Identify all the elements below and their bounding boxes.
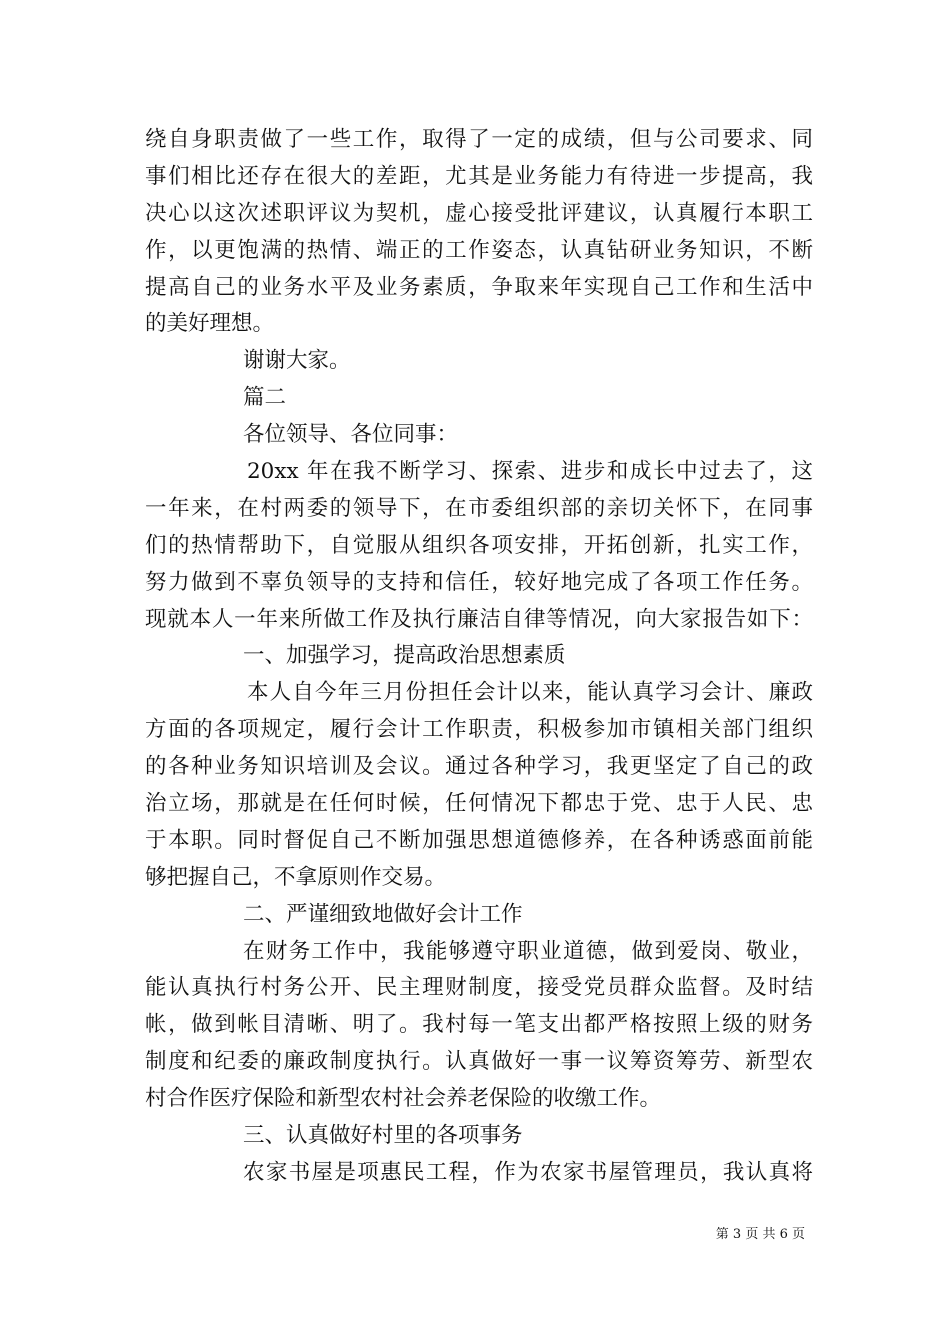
text-line: 二、严谨细致地做好会计工作 (243, 901, 523, 927)
text-line: 决心以这次述职评议为契机，虚心接受批评建议，认真履行本职工 (145, 200, 813, 226)
text-line: 在财务工作中，我能够遵守职业道德，做到爱岗、敬业， (243, 938, 813, 964)
text-line: 篇二 (243, 385, 287, 411)
text-line: 谢谢大家。 (243, 348, 351, 374)
text-line: 努力做到不辜负领导的支持和信任，较好地完成了各项工作任务。 (145, 569, 813, 595)
text-line: 事们相比还存在很大的差距，尤其是业务能力有待进一步提高，我 (145, 163, 813, 189)
text-line: 绕自身职责做了一些工作，取得了一定的成绩，但与公司要求、同 (145, 127, 813, 152)
page-footer: 第 3 页 共 6 页 (715, 1227, 805, 1242)
text-line: 各位领导、各位同事： (243, 422, 459, 448)
text-line: 一年来，在村两委的领导下，在市委组织部的亲切关怀下，在同事 (145, 495, 813, 521)
text-line: 于本职。同时督促自己不断加强思想道德修养，在各种诱惑面前能 (145, 827, 813, 853)
text-line: 村合作医疗保险和新型农村社会养老保险的收缴工作。 (145, 1086, 662, 1112)
text-line: 农家书屋是项惠民工程，作为农家书屋管理员，我认真将 (243, 1159, 813, 1185)
text-line: 的各种业务知识培训及会议。通过各种学习，我更坚定了自己的政 (145, 754, 813, 780)
text-line: 能认真执行村务公开、民主理财制度，接受党员群众监督。及时结 (145, 975, 813, 1001)
text-line: 够把握自己，不拿原则作交易。 (145, 864, 447, 890)
text-line: 本人自今年三月份担任会计以来，能认真学习会计、廉政 (247, 680, 813, 706)
text-line: 制度和纪委的廉政制度执行。认真做好一事一议筹资筹劳、新型农 (145, 1049, 813, 1075)
text-line: 治立场，那就是在任何时候，任何情况下都忠于党、忠于人民、忠 (145, 791, 813, 817)
text-line: 作，以更饱满的热情、端正的工作姿态，认真钻研业务知识，不断 (145, 237, 813, 263)
text-line: 20xx 年在我不断学习、探索、进步和成长中过去了，这 (247, 459, 813, 485)
text-line: 一、加强学习，提高政治思想素质 (243, 643, 566, 669)
text-line: 现就本人一年来所做工作及执行廉洁自律等情况，向大家报告如下： (145, 606, 813, 632)
text-line: 三、认真做好村里的各项事务 (243, 1123, 523, 1149)
text-line: 提高自己的业务水平及业务素质，争取来年实现自己工作和生活中 (145, 274, 813, 300)
text-line: 帐，做到帐目清晰、明了。我村每一笔支出都严格按照上级的财务 (145, 1012, 813, 1038)
text-line: 方面的各项规定，履行会计工作职责，积极参加市镇相关部门组织 (145, 717, 813, 743)
text-line: 的美好理想。 (145, 311, 275, 337)
document-body (145, 122, 813, 1192)
text-line: 们的热情帮助下，自觉服从组织各项安排，开拓创新，扎实工作， (145, 532, 813, 558)
